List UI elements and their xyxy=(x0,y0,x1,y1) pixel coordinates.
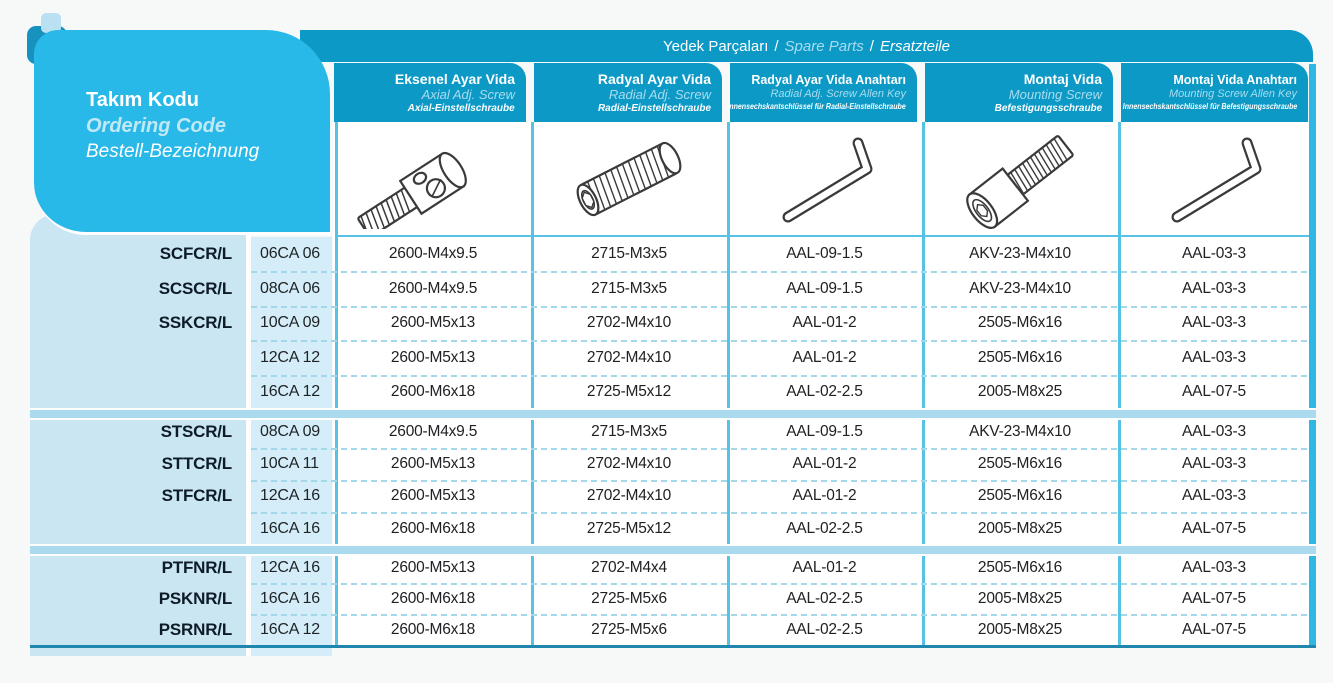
axial-screw-part: 2600-M6x18 xyxy=(390,620,476,638)
radial-screw-part: 2702-M4x10 xyxy=(586,314,672,331)
allen-key-icon xyxy=(1121,124,1307,234)
radial-screw-part: 2725-M5x12 xyxy=(586,519,672,537)
col-label-en: Mounting Screw Allen Key xyxy=(1169,88,1297,100)
axial-screw-part: 2600-M6x18 xyxy=(390,589,476,607)
col-label-en: Radial Adj. Screw Allen Key xyxy=(770,88,906,100)
radial-allen-key-part: AAL-02-2.5 xyxy=(786,519,863,537)
col-label-tr: Montaj Vida Anahtarı xyxy=(1173,73,1297,87)
radial-screw-part: 2715-M3x5 xyxy=(591,279,667,297)
col-label-en: Radial Adj. Screw xyxy=(608,86,711,102)
radial-screw-part: 2725-M5x6 xyxy=(591,589,667,607)
radial-allen-key-part: AAL-01-2 xyxy=(792,314,857,331)
radial-allen-key-part: AAL-09-1.5 xyxy=(786,279,863,297)
ordering-code-cell: SSKCR/L xyxy=(158,313,232,332)
mounting-screw-part: 2505-M6x16 xyxy=(977,314,1063,331)
col-label-de: Radial-Einstellschraube xyxy=(597,101,711,114)
mounting-allen-key-part: AAL-03-3 xyxy=(1182,245,1246,262)
axial-screw-part: 2600-M5x13 xyxy=(390,455,476,472)
radial-screw-part: 2725-M5x6 xyxy=(591,620,667,638)
col-label-tr: Radyal Ayar Vida Anahtarı xyxy=(751,73,906,87)
radial-screw-part: 2725-M5x12 xyxy=(586,383,672,400)
mounting-screw-part: 2005-M8x25 xyxy=(977,589,1063,607)
mounting-allen-key-part: AAL-03-3 xyxy=(1182,455,1246,472)
radial-allen-key-part: AAL-02-2.5 xyxy=(786,620,863,638)
ordering-code-cell: STFCR/L xyxy=(161,486,232,505)
col-label-en: Axial Adj. Screw xyxy=(421,86,515,102)
mounting-allen-key-part: AAL-03-3 xyxy=(1182,314,1246,331)
ordering-code-cell: STSCR/L xyxy=(160,422,232,441)
size-code-cell: 16CA 12 xyxy=(260,620,320,638)
radial-allen-key-part: AAL-09-1.5 xyxy=(786,423,863,440)
ordering-code-cell: SCFCR/L xyxy=(159,244,232,263)
axial-screw-part: 2600-M5x13 xyxy=(390,348,476,366)
spare-parts-banner xyxy=(300,30,1313,62)
set-screw-icon xyxy=(534,124,724,234)
ordering-code-cell xyxy=(30,340,240,375)
column-header-radial-screw xyxy=(534,63,722,122)
mounting-allen-key-part: AAL-03-3 xyxy=(1182,558,1246,576)
radial-allen-key-part: AAL-02-2.5 xyxy=(786,589,863,607)
mounting-allen-key-part: AAL-07-5 xyxy=(1182,383,1246,400)
column-gap xyxy=(246,235,251,656)
ordering-code-cell: PSRNR/L xyxy=(158,619,232,639)
column-header-mounting-screw xyxy=(925,63,1113,122)
radial-allen-key-part: AAL-01-2 xyxy=(792,455,857,472)
size-code-cell: 12CA 16 xyxy=(260,558,320,576)
mounting-allen-key-part: AAL-07-5 xyxy=(1182,589,1246,607)
mounting-allen-key-part: AAL-03-3 xyxy=(1182,487,1246,504)
radial-allen-key-part: AAL-09-1.5 xyxy=(786,245,863,262)
ordering-code-cell: PSKNR/L xyxy=(158,588,232,608)
col-label-tr: Montaj Vida xyxy=(1023,70,1102,87)
mounting-screw-part: 2005-M8x25 xyxy=(977,519,1063,537)
radial-allen-key-part: AAL-01-2 xyxy=(792,558,857,576)
ordering-code-cell: STTCR/L xyxy=(161,454,232,473)
col-label-de: Axial-Einstellschraube xyxy=(408,101,515,114)
mounting-allen-key-part: AAL-07-5 xyxy=(1182,519,1246,537)
mounting-allen-key-part: AAL-07-5 xyxy=(1182,620,1246,638)
axial-screw-part: 2600-M5x13 xyxy=(390,314,476,331)
banner-separator: / xyxy=(869,37,874,55)
panel-title-en: Ordering Code xyxy=(86,115,227,137)
size-code-cell: 06CA 06 xyxy=(260,245,320,262)
axial-screw-part: 2600-M4x9.5 xyxy=(388,279,478,297)
radial-screw-part: 2702-M4x4 xyxy=(591,558,667,576)
table-right-edge xyxy=(1309,64,1316,648)
mounting-screw-part: 2505-M6x16 xyxy=(977,487,1063,504)
col-label-tr: Eksenel Ayar Vida xyxy=(394,70,515,87)
radial-screw-part: 2715-M3x5 xyxy=(591,423,667,440)
size-code-cell: 16CA 16 xyxy=(260,519,320,537)
axial-screw-part: 2600-M5x13 xyxy=(390,558,476,576)
axial-screw-icon xyxy=(338,124,528,234)
col-label-tr: Radyal Ayar Vida xyxy=(597,70,711,87)
mounting-screw-part: AKV-23-M4x10 xyxy=(969,245,1071,262)
ordering-code-panel xyxy=(34,30,330,235)
axial-screw-part: 2600-M6x18 xyxy=(390,519,476,537)
column-header-axial-screw xyxy=(334,63,526,122)
banner-label-tr: Yedek Parçaları xyxy=(663,37,769,55)
size-code-cell: 10CA 11 xyxy=(260,455,319,472)
allen-key-icon xyxy=(730,124,919,234)
ordering-code-cell xyxy=(30,512,240,545)
mounting-screw-part: AKV-23-M4x10 xyxy=(969,423,1071,440)
size-code-cell: 10CA 09 xyxy=(260,314,320,331)
size-code-cell: 12CA 12 xyxy=(260,348,320,366)
ordering-code-cell xyxy=(30,375,240,409)
mounting-allen-key-part: AAL-03-3 xyxy=(1182,423,1246,440)
column-header-radial-allen-key xyxy=(727,63,917,122)
size-code-cell: 12CA 16 xyxy=(260,487,320,504)
banner-label-en: Spare Parts xyxy=(784,37,864,55)
banner-label-de: Ersatzteile xyxy=(879,37,950,55)
size-code-cell: 08CA 09 xyxy=(260,423,320,440)
size-code-cell: 16CA 12 xyxy=(260,383,320,400)
radial-screw-part: 2715-M3x5 xyxy=(591,245,667,262)
table-bottom-rule xyxy=(30,645,1316,648)
radial-screw-part: 2702-M4x10 xyxy=(586,455,672,472)
radial-allen-key-part: AAL-01-2 xyxy=(792,487,857,504)
col-label-de: Befestigungsschraube xyxy=(994,101,1102,114)
axial-screw-part: 2600-M4x9.5 xyxy=(388,245,478,262)
banner-separator: / xyxy=(774,37,779,55)
mounting-screw-part: AKV-23-M4x10 xyxy=(969,279,1071,297)
size-code-cell: 08CA 06 xyxy=(260,279,320,297)
axial-screw-part: 2600-M5x13 xyxy=(390,487,476,504)
col-label-en: Mounting Screw xyxy=(1008,86,1102,102)
column-header-mounting-allen-key xyxy=(1121,63,1308,122)
ordering-code-cell: SCSCR/L xyxy=(158,278,232,298)
panel-title-de: Bestell-Bezeichnung xyxy=(86,141,260,162)
ordering-code-cell: PTFNR/L xyxy=(161,557,232,577)
col-label-de: Innensechskantschlüssel für Befestigungsschraube xyxy=(1122,102,1297,111)
mounting-allen-key-part: AAL-03-3 xyxy=(1182,348,1246,366)
radial-allen-key-part: AAL-02-2.5 xyxy=(786,383,863,400)
mounting-screw-part: 2505-M6x16 xyxy=(977,455,1063,472)
cap-screw-icon xyxy=(925,124,1115,234)
size-code-cell: 16CA 16 xyxy=(260,589,320,607)
mounting-allen-key-part: AAL-03-3 xyxy=(1182,279,1246,297)
mounting-screw-part: 2505-M6x16 xyxy=(977,558,1063,576)
mounting-screw-part: 2505-M6x16 xyxy=(977,348,1063,366)
col-label-de: Innensechskantschlüssel für Radial-Einstellschraube xyxy=(727,102,906,111)
radial-screw-part: 2702-M4x10 xyxy=(586,348,672,366)
radial-screw-part: 2702-M4x10 xyxy=(586,487,672,504)
panel-title-tr: Takım Kodu xyxy=(86,89,199,111)
axial-screw-part: 2600-M4x9.5 xyxy=(388,423,478,440)
radial-allen-key-part: AAL-01-2 xyxy=(792,348,857,366)
mounting-screw-part: 2005-M8x25 xyxy=(977,383,1063,400)
mounting-screw-part: 2005-M8x25 xyxy=(977,620,1063,638)
axial-screw-part: 2600-M6x18 xyxy=(390,383,476,400)
